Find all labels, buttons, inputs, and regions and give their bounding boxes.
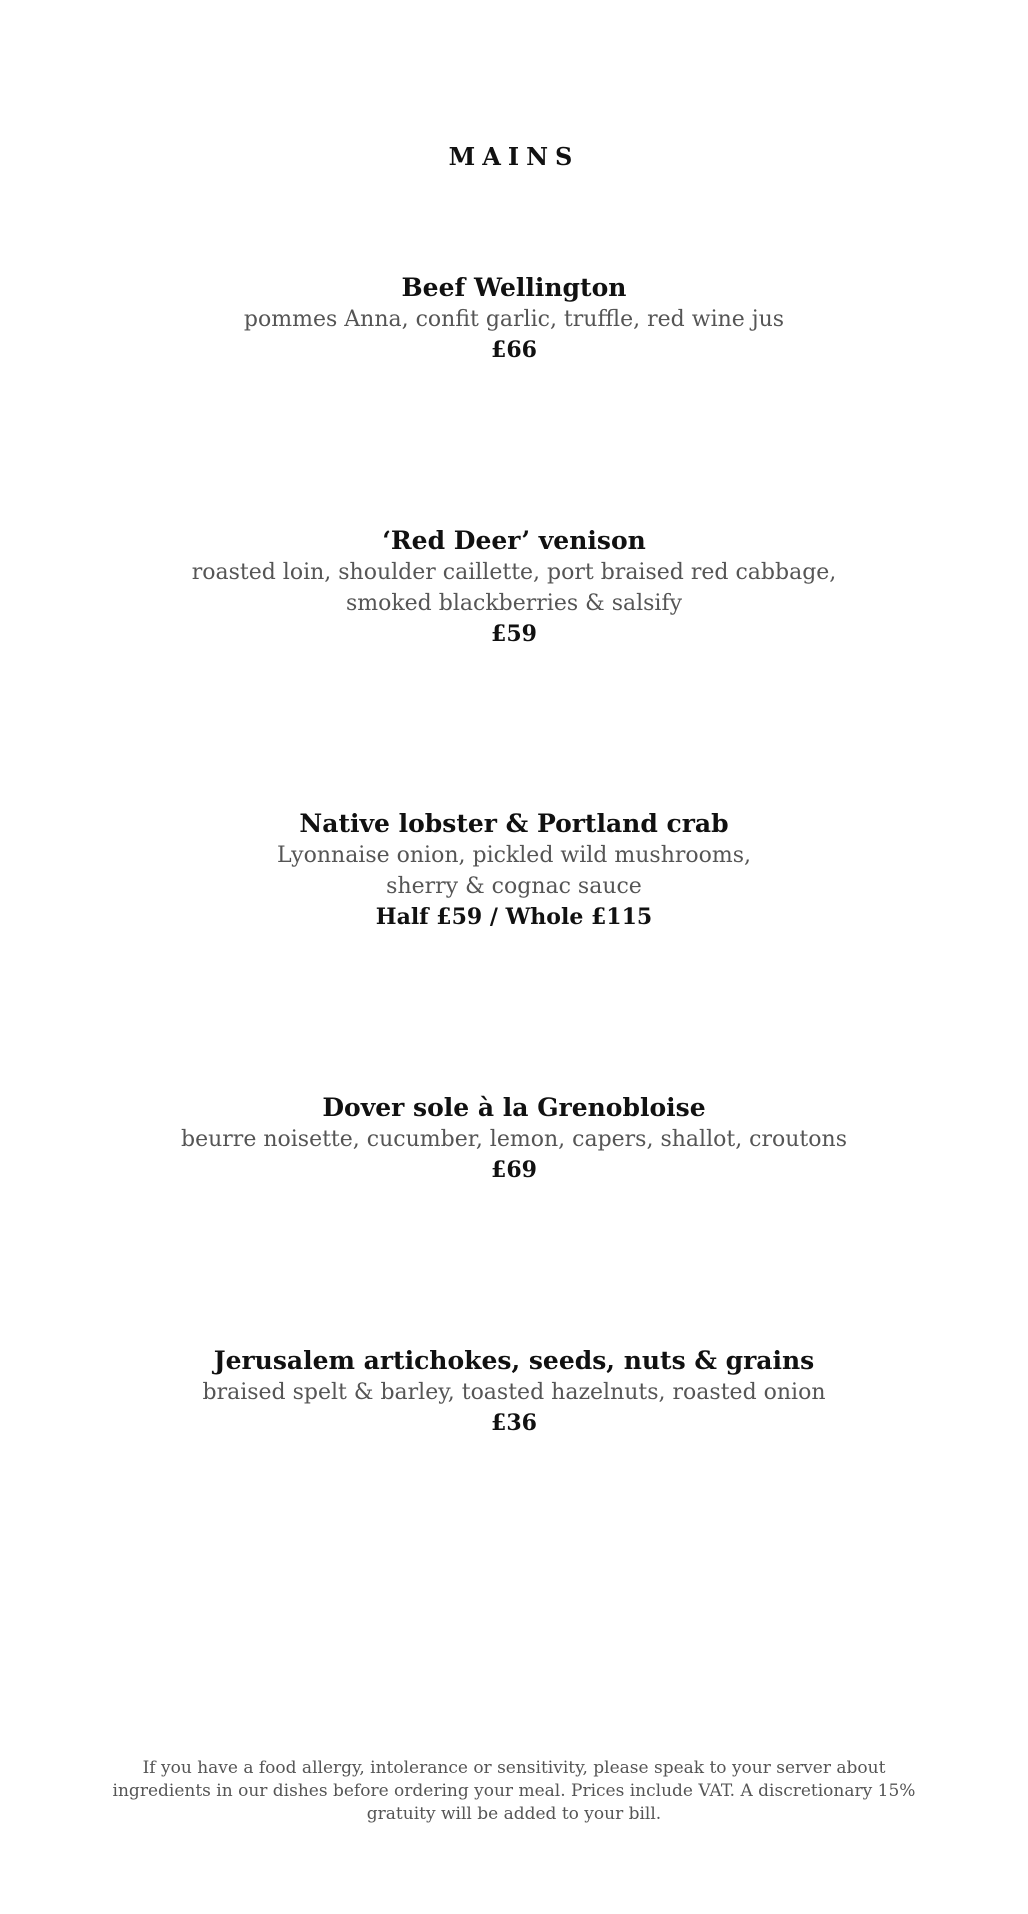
- allergy-notice-line: gratuity will be added to your bill.: [366, 1804, 662, 1824]
- page-title: MAINS: [448, 142, 580, 171]
- menu-item-beef-wellington: [0, 272, 1028, 365]
- dish-description: pommes Anna, confit garlic, truffle, red wine jus: [243, 307, 785, 332]
- dish-description: braised spelt & barley, toasted hazelnuts, roasted onion: [202, 1380, 826, 1405]
- dish-price: £36: [491, 1410, 537, 1436]
- dish-name: Jerusalem artichokes, seeds, nuts & grains: [213, 1346, 815, 1375]
- menu-item-jerusalem-artichokes: [0, 1345, 1028, 1438]
- dish-description: roasted loin, shoulder caillette, port braised red cabbage,: [191, 560, 837, 585]
- dish-price: Half £59 / Whole £115: [375, 904, 653, 930]
- dish-name: Beef Wellington: [401, 273, 627, 302]
- menu-item-dover-sole: [0, 1092, 1028, 1185]
- allergy-notice-line: ingredients in our dishes before ordering your meal. Prices include VAT. A discretionary 15%: [112, 1781, 916, 1801]
- dish-description: smoked blackberries & salsify: [345, 591, 683, 616]
- dish-name: ‘Red Deer’ venison: [382, 526, 646, 555]
- dish-price: £59: [491, 621, 537, 647]
- dish-description: beurre noisette, cucumber, lemon, capers, shallot, croutons: [181, 1127, 847, 1152]
- allergy-notice: [100, 1757, 928, 1826]
- dish-description: sherry & cognac sauce: [386, 874, 642, 899]
- dish-price: £69: [491, 1157, 537, 1183]
- dish-name: Dover sole à la Grenobloise: [322, 1093, 706, 1122]
- dish-price: £66: [491, 337, 537, 363]
- dish-description: Lyonnaise onion, pickled wild mushrooms,: [276, 843, 752, 868]
- allergy-notice-line: If you have a food allergy, intolerance or sensitivity, please speak to your server about: [142, 1758, 886, 1778]
- dish-name: Native lobster & Portland crab: [299, 809, 729, 838]
- menu-item-lobster-crab: [0, 808, 1028, 932]
- menu-item-venison: [0, 525, 1028, 649]
